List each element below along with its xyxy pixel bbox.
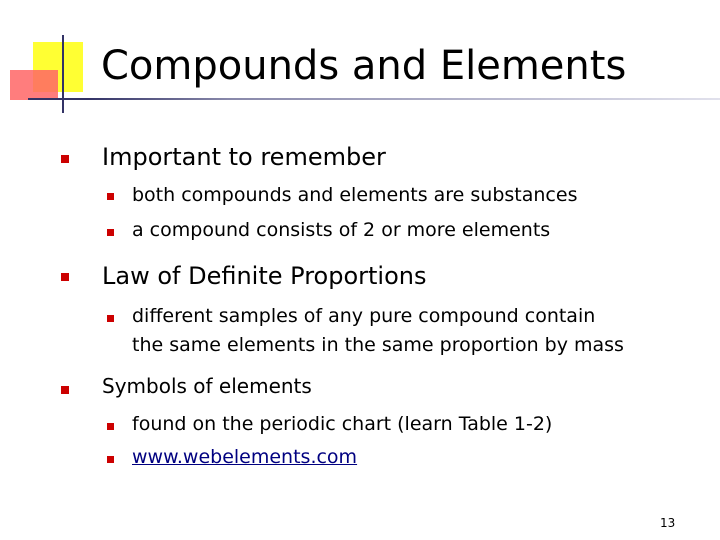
bullet-icon — [107, 456, 114, 463]
bullet-icon — [107, 229, 114, 236]
list-item: found on the periodic chart (learn Table 1-2) — [132, 413, 553, 435]
list-item-continuation: the same elements in the same proportion by mass — [132, 334, 624, 356]
bullet-icon — [61, 386, 69, 394]
bullet-icon — [107, 315, 114, 322]
list-item: a compound consists of 2 or more elements — [132, 219, 551, 241]
list-item: both compounds and elements are substances — [132, 184, 578, 206]
section-heading-important: Important to remember — [102, 143, 386, 171]
page-number: 13 — [660, 516, 676, 530]
bullet-icon — [61, 155, 69, 163]
slide-title: Compounds and Elements — [101, 43, 627, 89]
title-underline-rule — [28, 98, 720, 100]
section-heading-symbols: Symbols of elements — [102, 374, 312, 398]
bullet-icon — [107, 193, 114, 200]
logo-red-bar — [10, 70, 58, 100]
bullet-icon — [61, 273, 69, 281]
webelements-link[interactable]: www.webelements.com — [132, 446, 358, 468]
section-heading-law: Law of Definite Proportions — [102, 262, 427, 290]
list-item: different samples of any pure compound contain — [132, 305, 596, 327]
logo-vertical-rule — [62, 35, 64, 113]
bullet-icon — [107, 423, 114, 430]
